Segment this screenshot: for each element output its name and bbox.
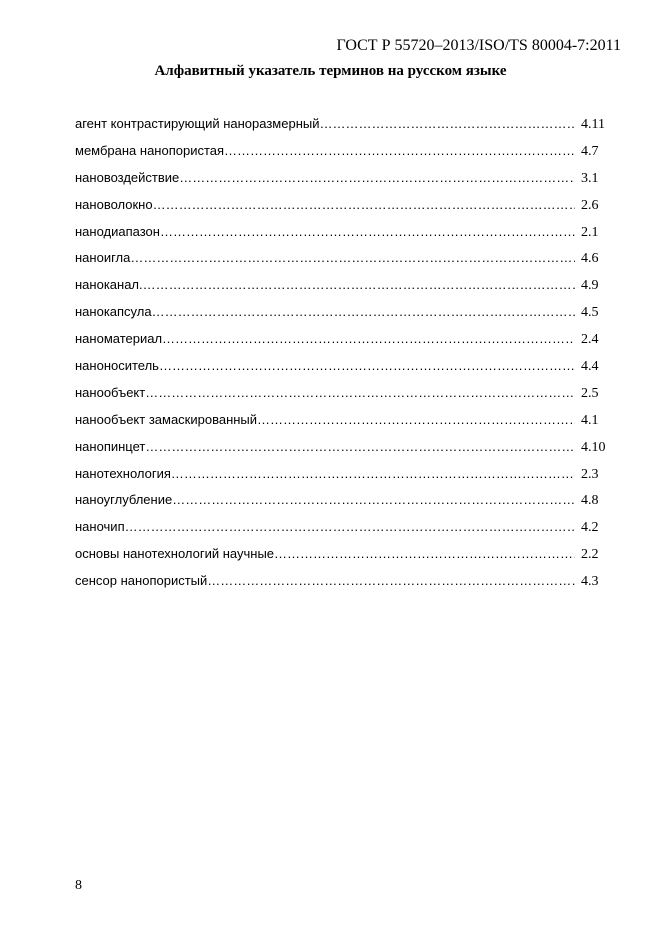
index-entry (75, 277, 615, 304)
index-term: нанопинцет (75, 438, 146, 454)
index-ref: 4.5 (581, 305, 599, 321)
term-index-list (75, 116, 615, 600)
index-ref: 4.11 (581, 117, 605, 132)
index-term: наноканал. (75, 277, 143, 293)
index-ref: 4.10 (581, 439, 606, 455)
dot-leader (162, 331, 575, 346)
index-term: мембрана нанопористая (75, 142, 225, 158)
index-entry (75, 116, 615, 143)
dot-leader (224, 143, 575, 158)
index-entry (75, 439, 615, 466)
index-entry (75, 197, 615, 224)
index-ref: 2.4 (581, 332, 599, 348)
index-term: нановолокно (75, 196, 153, 212)
document-code: ГОСТ Р 55720–2013/ISO/TS 80004-7:2011 (336, 37, 621, 54)
dot-leader (179, 170, 575, 185)
index-entry (75, 224, 615, 251)
index-entry (75, 304, 615, 331)
index-entry (75, 358, 615, 385)
dot-leader (160, 224, 575, 239)
dot-leader (207, 573, 575, 588)
index-ref: 4.1 (581, 412, 599, 428)
index-ref: 4.7 (581, 143, 599, 159)
index-term: нанообъект (75, 384, 146, 400)
index-term: наноигла (75, 250, 131, 266)
index-ref: 2.5 (581, 385, 599, 401)
dot-leader (319, 116, 575, 131)
index-term: нанотехнология (75, 465, 171, 481)
dot-leader (159, 358, 575, 373)
index-entry (75, 412, 615, 439)
dot-leader (257, 412, 575, 427)
index-ref: 3.1 (581, 170, 599, 186)
dot-leader (125, 519, 575, 534)
index-term: нановоздействие (75, 169, 180, 185)
index-term: нанокапсула (75, 304, 152, 320)
index-entry (75, 519, 615, 546)
index-entry (75, 170, 615, 197)
index-ref: 4.2 (581, 520, 599, 536)
index-entry (75, 250, 615, 277)
dot-leader (171, 466, 575, 481)
index-entry (75, 492, 615, 519)
index-term: наноуглубление (75, 492, 173, 508)
index-entry (75, 331, 615, 358)
index-term: наноноситель (75, 358, 159, 374)
index-ref: 2.1 (581, 224, 599, 240)
index-ref: 4.9 (581, 278, 599, 294)
index-entry (75, 573, 615, 600)
index-ref: 4.8 (581, 493, 599, 509)
index-ref: 4.6 (581, 251, 599, 267)
index-term: нанообъект замаскированный (75, 411, 258, 427)
dot-leader (153, 197, 575, 212)
dot-leader (145, 439, 575, 454)
index-term: основы нанотехнологий научные (75, 546, 275, 562)
index-entry (75, 546, 615, 573)
dot-leader (274, 546, 575, 561)
index-ref: 2.2 (581, 547, 599, 563)
dot-leader (172, 492, 575, 507)
index-entry (75, 385, 615, 412)
index-term: сенсор нанопористый (75, 573, 208, 589)
dot-leader (145, 385, 575, 400)
index-term: агент контрастирующий наноразмерный (75, 116, 320, 131)
index-ref: 4.3 (581, 574, 599, 590)
dot-leader (130, 250, 575, 265)
index-term: наночип (75, 519, 125, 535)
page-number: 8 (75, 878, 82, 893)
index-entry (75, 143, 615, 170)
dot-leader (143, 277, 575, 292)
index-ref: 2.3 (581, 466, 599, 482)
index-term: наноматериал (75, 331, 163, 347)
index-term: нанодиапазон (75, 223, 160, 239)
index-ref: 4.4 (581, 359, 599, 375)
index-entry (75, 466, 615, 493)
index-ref: 2.6 (581, 197, 599, 213)
dot-leader (152, 304, 575, 319)
page-title: Алфавитный указатель терминов на русском языке (154, 63, 507, 79)
